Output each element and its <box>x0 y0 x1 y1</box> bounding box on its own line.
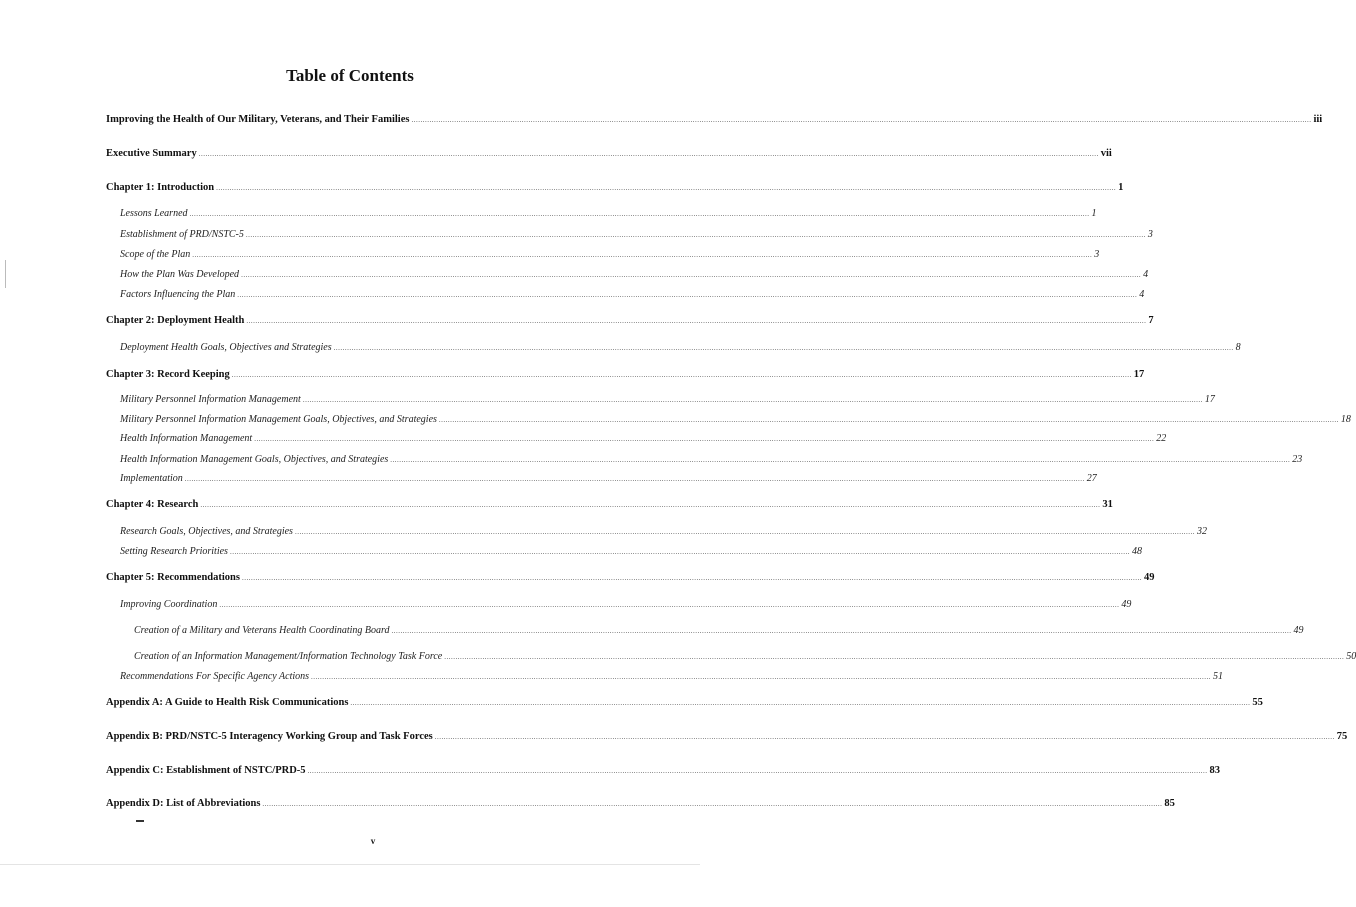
toc-entry-page: 8 <box>1235 342 1241 353</box>
toc-entry-title: Chapter 1: Introduction <box>106 182 215 193</box>
dot-leader: ................................................................................................................................................................................................................................................................................................................................................................................................................ <box>302 396 1203 404</box>
dot-leader: ................................................................................................................................................................................................................................................................................................................................................................................................................ <box>198 150 1099 158</box>
toc-entry-page: 49 <box>1121 599 1132 610</box>
toc-entry-page: 4 <box>1143 269 1149 280</box>
dot-leader: ................................................................................................................................................................................................................................................................................................................................................................................................................ <box>262 800 1163 808</box>
toc-entry-page: vii <box>1100 148 1112 159</box>
dot-leader: ................................................................................................................................................................................................................................................................................................................................................................................................................ <box>192 251 1093 259</box>
toc-entry-title: Establishment of PRD/NSTC-5 <box>120 229 244 240</box>
toc-entry-page: iii <box>1313 114 1323 125</box>
toc-entry-page: 18 <box>1340 414 1351 425</box>
toc-entry[interactable] <box>120 526 1207 537</box>
scan-artifact <box>5 260 6 288</box>
toc-entry-title: Implementation <box>120 473 183 484</box>
toc-entry-title: Chapter 5: Recommendations <box>106 572 240 583</box>
toc-entry[interactable] <box>120 599 1132 610</box>
toc-entry-title: Creation of a Military and Veterans Health Coordinating Board <box>134 625 390 636</box>
toc-entry-title: Research Goals, Objectives, and Strategies <box>120 526 293 537</box>
dot-leader: ................................................................................................................................................................................................................................................................................................................................................................................................................ <box>237 291 1138 299</box>
toc-entry-page: 31 <box>1102 499 1113 510</box>
toc-entry[interactable] <box>106 369 1145 380</box>
toc-entry-title: Appendix D: List of Abbreviations <box>106 798 261 809</box>
page-title: Table of Contents <box>286 66 414 85</box>
toc-entry-title: Setting Research Priorities <box>120 546 228 557</box>
toc-entry-page: 83 <box>1209 765 1221 776</box>
toc-entry-page: 23 <box>1292 454 1303 465</box>
toc-entry-title: Improving the Health of Our Military, Veterans, and Their Families <box>106 114 410 125</box>
toc-entry[interactable] <box>120 342 1241 353</box>
toc-entry-title: Executive Summary <box>106 148 197 159</box>
toc-entry[interactable] <box>106 798 1175 809</box>
toc-entry[interactable] <box>120 473 1097 484</box>
toc-entry[interactable] <box>106 114 1323 125</box>
toc-entry-page: 85 <box>1164 798 1175 809</box>
toc-entry-title: Deployment Health Goals, Objectives and Strategies <box>120 342 332 353</box>
dot-leader: ................................................................................................................................................................................................................................................................................................................................................................................................................ <box>231 371 1132 379</box>
dot-leader: ................................................................................................................................................................................................................................................................................................................................................................................................................ <box>245 231 1146 239</box>
toc-entry-page: 75 <box>1336 731 1348 742</box>
toc-entry-page: 1 <box>1091 208 1097 219</box>
toc-entry[interactable] <box>120 671 1224 682</box>
dot-leader: ................................................................................................................................................................................................................................................................................................................................................................................................................ <box>350 699 1251 707</box>
toc-entry[interactable] <box>120 249 1100 260</box>
dot-leader: ................................................................................................................................................................................................................................................................................................................................................................................................................ <box>216 184 1117 192</box>
toc-entry[interactable] <box>134 625 1304 636</box>
toc-entry-title: Appendix B: PRD/NSTC-5 Interagency Working Group and Task Forces <box>106 731 433 742</box>
toc-entry-page: 7 <box>1148 315 1154 326</box>
toc-entry-title: Improving Coordination <box>120 599 218 610</box>
toc-entry-page: 17 <box>1133 369 1145 380</box>
toc-entry-page: 3 <box>1147 229 1153 240</box>
toc-entry-page: 49 <box>1143 572 1155 583</box>
dot-leader: ................................................................................................................................................................................................................................................................................................................................................................................................................ <box>391 627 1292 635</box>
dot-leader: ................................................................................................................................................................................................................................................................................................................................................................................................................ <box>307 767 1208 775</box>
toc-entry[interactable] <box>120 394 1215 405</box>
dot-leader: ................................................................................................................................................................................................................................................................................................................................................................................................................ <box>333 344 1234 352</box>
toc-entry[interactable] <box>120 269 1149 280</box>
toc-entry[interactable] <box>120 229 1153 240</box>
dot-leader: ................................................................................................................................................................................................................................................................................................................................................................................................................ <box>311 673 1212 681</box>
toc-entry-title: Creation of an Information Management/Information Technology Task Force <box>134 651 443 662</box>
dot-leader: ................................................................................................................................................................................................................................................................................................................................................................................................................ <box>229 548 1130 556</box>
toc-entry[interactable] <box>120 454 1303 465</box>
dot-leader: ................................................................................................................................................................................................................................................................................................................................................................................................................ <box>241 574 1142 582</box>
dot-leader: ................................................................................................................................................................................................................................................................................................................................................................................................................ <box>254 435 1155 443</box>
toc-entry-title: Chapter 4: Research <box>106 499 199 510</box>
toc-entry-page: 22 <box>1156 433 1167 444</box>
toc-entry[interactable] <box>106 499 1113 510</box>
scan-artifact <box>136 820 144 822</box>
toc-entry-page: 32 <box>1196 526 1207 537</box>
toc-entry-title: Factors Influencing the Plan <box>120 289 236 300</box>
toc-entry-title: Chapter 2: Deployment Health <box>106 315 245 326</box>
toc-entry-title: Appendix C: Establishment of NSTC/PRD-5 <box>106 765 306 776</box>
toc-entry-page: 50 <box>1346 651 1356 662</box>
toc-entry-page: 48 <box>1131 546 1142 557</box>
toc-entry[interactable] <box>106 182 1124 193</box>
toc-entry[interactable] <box>106 148 1112 159</box>
dot-leader: ................................................................................................................................................................................................................................................................................................................................................................................................................ <box>411 116 1312 124</box>
dot-leader: ................................................................................................................................................................................................................................................................................................................................................................................................................ <box>189 210 1090 218</box>
toc-entry-title: Scope of the Plan <box>120 249 191 260</box>
dot-leader: ................................................................................................................................................................................................................................................................................................................................................................................................................ <box>219 601 1120 609</box>
toc-entry-page: 51 <box>1213 671 1224 682</box>
toc-entry-title: Military Personnel Information Management Goals, Objectives, and Strategies <box>120 414 437 425</box>
toc-entry[interactable] <box>120 546 1142 557</box>
toc-entry[interactable] <box>106 697 1263 708</box>
toc-entry-title: How the Plan Was Developed <box>120 269 240 280</box>
dot-leader: ................................................................................................................................................................................................................................................................................................................................................................................................................ <box>184 475 1085 483</box>
toc-entry-page: 49 <box>1293 625 1304 636</box>
toc-entry[interactable] <box>106 315 1154 326</box>
toc-entry-title: Recommendations For Specific Agency Actions <box>120 671 310 682</box>
toc-entry-title: Chapter 3: Record Keeping <box>106 369 230 380</box>
dot-leader: ................................................................................................................................................................................................................................................................................................................................................................................................................ <box>444 653 1345 661</box>
toc-entry-title: Lessons Learned <box>120 208 188 219</box>
toc-entry[interactable] <box>134 651 1356 662</box>
toc-entry-title: Appendix A: A Guide to Health Risk Communications <box>106 697 349 708</box>
toc-entry-page: 1 <box>1118 182 1124 193</box>
dot-leader: ................................................................................................................................................................................................................................................................................................................................................................................................................ <box>434 733 1335 741</box>
toc-entry-page: 4 <box>1139 289 1145 300</box>
toc-entry-page: 3 <box>1094 249 1100 260</box>
toc-entry-page: 17 <box>1204 394 1215 405</box>
toc-entry-title: Health Information Management <box>120 433 253 444</box>
toc-entry-title: Military Personnel Information Management <box>120 394 301 405</box>
toc-entry-page: 55 <box>1252 697 1263 708</box>
dot-leader: ................................................................................................................................................................................................................................................................................................................................................................................................................ <box>294 528 1195 536</box>
toc-entry[interactable] <box>120 414 1351 425</box>
page-number: v <box>370 836 376 846</box>
toc-entry[interactable] <box>106 572 1155 583</box>
dot-leader: ................................................................................................................................................................................................................................................................................................................................................................................................................ <box>438 416 1339 424</box>
toc-entry[interactable] <box>106 765 1221 776</box>
toc-entry-title: Health Information Management Goals, Objectives, and Strategies <box>120 454 389 465</box>
dot-leader: ................................................................................................................................................................................................................................................................................................................................................................................................................ <box>246 317 1147 325</box>
toc-entry-page: 27 <box>1086 473 1097 484</box>
dot-leader: ................................................................................................................................................................................................................................................................................................................................................................................................................ <box>200 501 1101 509</box>
toc-entry[interactable] <box>120 289 1145 300</box>
toc-entry[interactable] <box>120 208 1097 219</box>
toc-entry[interactable] <box>120 433 1167 444</box>
dot-leader: ................................................................................................................................................................................................................................................................................................................................................................................................................ <box>390 456 1291 464</box>
toc-entry[interactable] <box>106 731 1348 742</box>
dot-leader: ................................................................................................................................................................................................................................................................................................................................................................................................................ <box>241 271 1142 279</box>
